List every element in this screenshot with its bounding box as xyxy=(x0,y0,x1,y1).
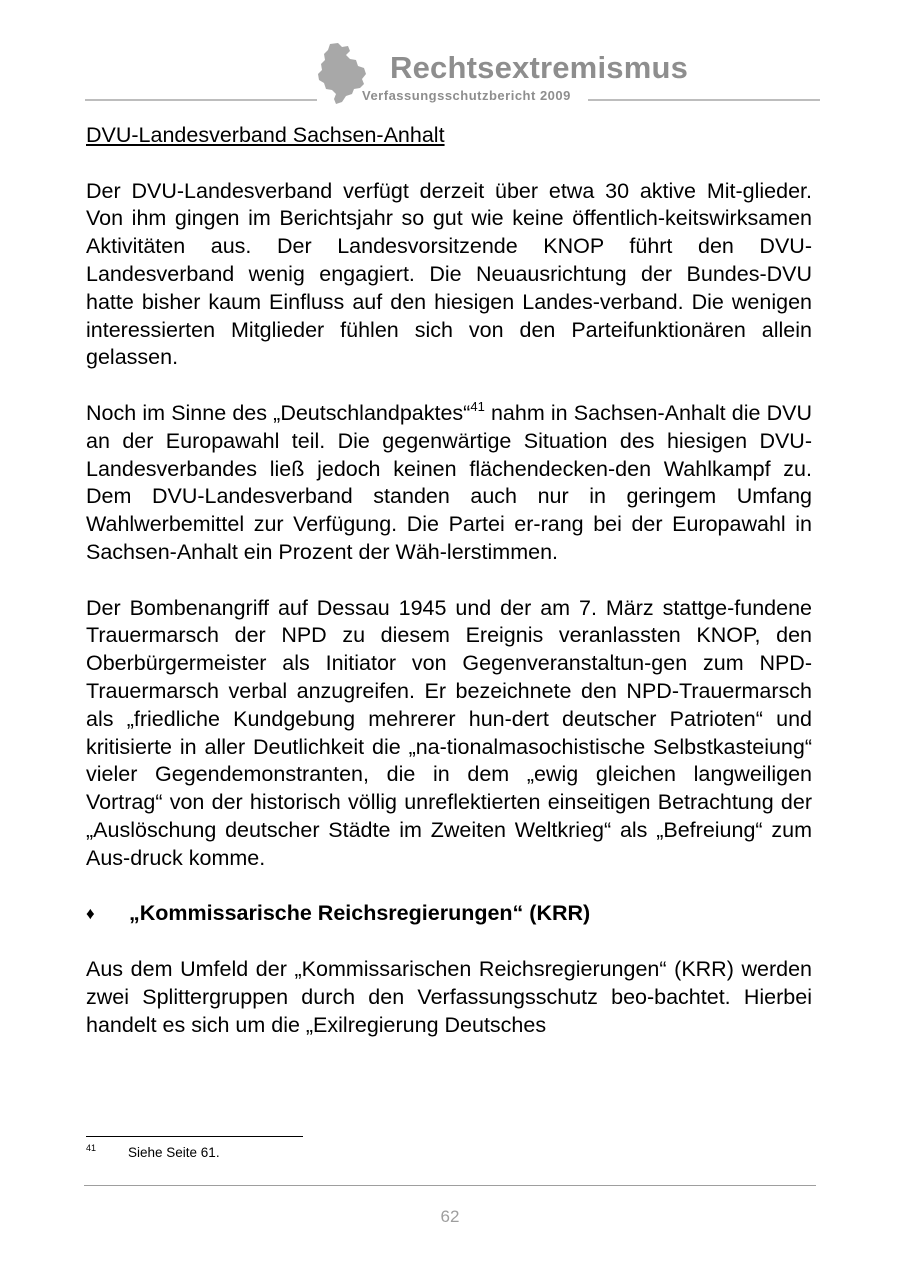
footer-rule xyxy=(84,1185,816,1186)
paragraph-1: Der DVU-Landesverband verfügt derzeit über etwa 30 aktive Mit-glieder. Von ihm gingen im Berichtsjahr so gut wie keine öffentlich-keitswirksamen Aktivitäten aus. Der Landesvorsitzende KNOP führt den DVU-Landesverband wenig engagiert. Die Neuausrichtung der Bundes-DVU hatte bisher kaum Einfluss auf den hiesigen Landes-verband. Die wenigen interessierten Mitglieder fühlen sich von den Parteifunktionären allein gelassen. xyxy=(86,178,812,370)
header-subtitle: Verfassungsschutzbericht 2009 xyxy=(362,88,571,103)
header-rule-right xyxy=(588,99,820,101)
paragraph-2-rest: nahm in Sachsen-Anhalt die DVU an der Europawahl teil. Die gegenwärtige Situation des hiesigen DVU-Landesverbandes ließ jedoch keinen flächendecken-den Wahlkampf zu. Dem DVU-Landesverband standen auch nur in geringem Umfang Wahlwerbemittel zur Verfügung. Die Partei er-rang bei der Europawahl in Sachsen-Anhalt ein Prozent der Wäh-lerstimmen. xyxy=(86,400,812,564)
footnote-text: Siehe Seite 61. xyxy=(128,1145,220,1160)
diamond-bullet-icon: ♦ xyxy=(86,904,95,924)
paragraph-4: Aus dem Umfeld der „Kommissarischen Reichsregierungen“ (KRR) werden zwei Splittergruppen durch den Verfassungsschutz beo-bachtet. Hierbei handelt es sich um die „Exilregierung Deutsches xyxy=(86,956,812,1037)
footnote-reference[interactable]: 41 xyxy=(470,398,485,414)
paragraph-2-start: Noch im Sinne des „Deutschlandpaktes“ xyxy=(86,400,471,425)
bullet-heading-text: „Kommissarische Reichsregierungen“ (KRR) xyxy=(129,901,591,926)
section-heading: DVU-Landesverband Sachsen-Anhalt xyxy=(86,123,445,147)
header-title: Rechtsextremismus xyxy=(390,50,689,85)
page-number: 62 xyxy=(440,1207,460,1226)
footnote-number: 41 xyxy=(86,1143,97,1153)
paragraph-2 xyxy=(86,400,812,567)
footnote-separator xyxy=(86,1136,303,1137)
page-header xyxy=(0,0,900,110)
bullet-heading xyxy=(86,900,812,928)
header-rule-left xyxy=(85,99,317,101)
paragraph-3: Der Bombenangriff auf Dessau 1945 und der am 7. März stattge-fundene Trauermarsch der NPD zu diesem Ereignis veranlassten KNOP, den Oberbürgermeister als Initiator von Gegenveranstaltun-gen zum NPD-Trauermarsch verbal anzugreifen. Er bezeichnete den NPD-Trauermarsch als „friedliche Kundgebung mehrerer hun-dert deutscher Patrioten“ und kritisierte in aller Deutlichkeit die „na-tionalmasochistische Selbstkasteiung“ vieler Gegendemonstranten, die in dem „ewig gleichen langweiligen Vortrag“ von der historisch völlig unreflektierten einseitigen Betrachtung der „Auslöschung deutscher Städte im Zweiten Weltkrieg“ als „Befreiung“ zum Aus-druck komme. xyxy=(86,595,812,870)
main-content xyxy=(86,122,812,1039)
